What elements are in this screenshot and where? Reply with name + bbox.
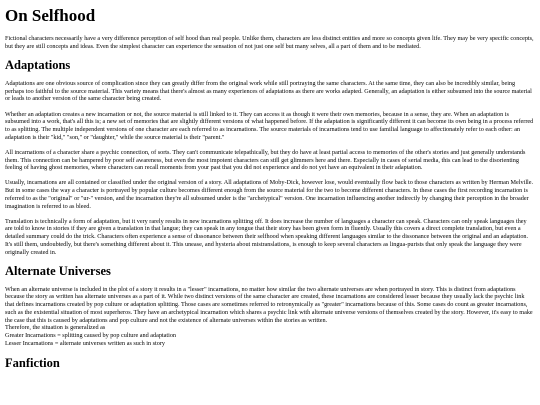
adaptations-paragraph-2: Whether an adaptation creates a new incarnation or not, the source material is still linked to it. They can access it as though it were their own memories, because in a sense, they are. When an adaptation is subsumed into a work, that's all this is; a new set of memories that are slightly different versions of what happened before. If the adaptation is significantly different it can become its own being in a process referred to as splitting. The multiple independent versions of one character are each referred to as incarnations. The source materials of incarnations tend to use familial language to affectionately refer to each other: an adaptation is their "kid," "son," or "daughter," while the source material is their "parent." xyxy=(5,110,534,141)
section-heading-fanfiction: Fanfiction xyxy=(5,356,60,371)
summary-line: Greater Incarnations = splitting caused by pop culture and adaptation xyxy=(5,331,177,339)
section-heading-adaptations: Adaptations xyxy=(5,57,71,72)
adaptations-paragraph-4: Usually, incarnations are all contained or classified under the original version of a story. All adaptations of Moby-Dick, however lose, would eventually flow back to those characters as written by Herman Melville. But in some cases the way a character is portrayed by popular culture becomes different enough from the source material for the two to become different characters. In these cases the first recording incarnation is referred to as the "original" or "ur-" version, and the incarnation they're all subsumed under is the "archetypical" version. One incarnation influencing another indirectly by changing their perception in the broader imagination is referred to as bleed. xyxy=(5,179,534,210)
summary-line: Therefore, the situation is generalized as xyxy=(5,324,106,332)
page-title: On Selfhood xyxy=(5,6,96,25)
summary-line: Lesser Incarnations = alternate universes written as such in story xyxy=(5,339,166,347)
adaptations-paragraph-1: Adaptations are one obvious source of complication since they can greatly differ from the original work while still portraying the same characters. At the same time, they can also be incredibly similar, being perhaps too faithful to the source material. This variety means that there's almost as many experiences of adaptations as there are works adapted. Generally, an adaptation is either subsumed into the source material or leads to another version of the same character being created. xyxy=(5,79,532,103)
adaptations-paragraph-5: Translation is technically a form of adaptation, but it very rarely results in new incarnations splitting off. It does increase the number of languages a character can speak. Characters can only speak languages they are told to know in stories if they are given a translation in that langue; they can speak in any tongue that their story has been given form in fluently. Usually this covers a direct complete translation, but even a detailed summary could do the trick. Characters often experience a sense of dissonance between their selfhood when speaking different languages similar to the dissonance between the original and an adaptation. It's still them, undoubtedly, but there's something different about it. This unease, and hysteria about mistranslations, is enough to keep several characters as lingua-purists that only speak the language they were originally created in. xyxy=(5,217,529,256)
section-heading-alternate-universes: Alternate Universes xyxy=(5,263,111,278)
alternate-universes-paragraph-1: When an alternate universe is included in the plot of a story it results in a "lesser" incarnations, no matter how similar the two alternate universes are when portrayed in story. This is distinct from adaptations because the story as written has alternate universes as a part of it. While two distinct versions of the same character are created, these incarnations are considered lesser because they usually lack the psychic link that defines incarnations created by pop culture or adaptation splitting. Those cases are sometimes referred to retronymically as "greater" incarnations because of this. Some cases do count as greater incarnations, such as the existential situation of most superheros. They have an archetypical incarnation which shares a psychic link with alternate universe versions of themselves created by the story. However, it's easy to make the case that this is caused by adaptations and pop culture and not the existence of alternate universes within the stories as written. xyxy=(5,285,533,324)
intro-paragraph: Fictional characters necessarily have a very difference perception of self hood than real people. Unlike them, characters are less distinct entities and more so concepts given life. They may be very specific concepts, but they are still concepts and ideas. Even the simplest character can experience the sensation of not just one self but many selves, all a part of them and to be mediated. xyxy=(5,35,534,50)
adaptations-paragraph-3: All incarnations of a character share a psychic connection, of sorts. They can't communicate telepathically, but they do have at least partial access to memories of the other's stories and just generally understands them. This connection can be hampered by poor self awareness, but even the most impotent characters can still get glimmers here and there. Especially in cases of serial media, this can lead to the disorienting feeling of having ghost memories, where characters can recall moments from your past that you did not experience and do not yet have an equivalent in their adaptation. xyxy=(5,148,526,172)
alternate-universes-body xyxy=(5,286,535,348)
